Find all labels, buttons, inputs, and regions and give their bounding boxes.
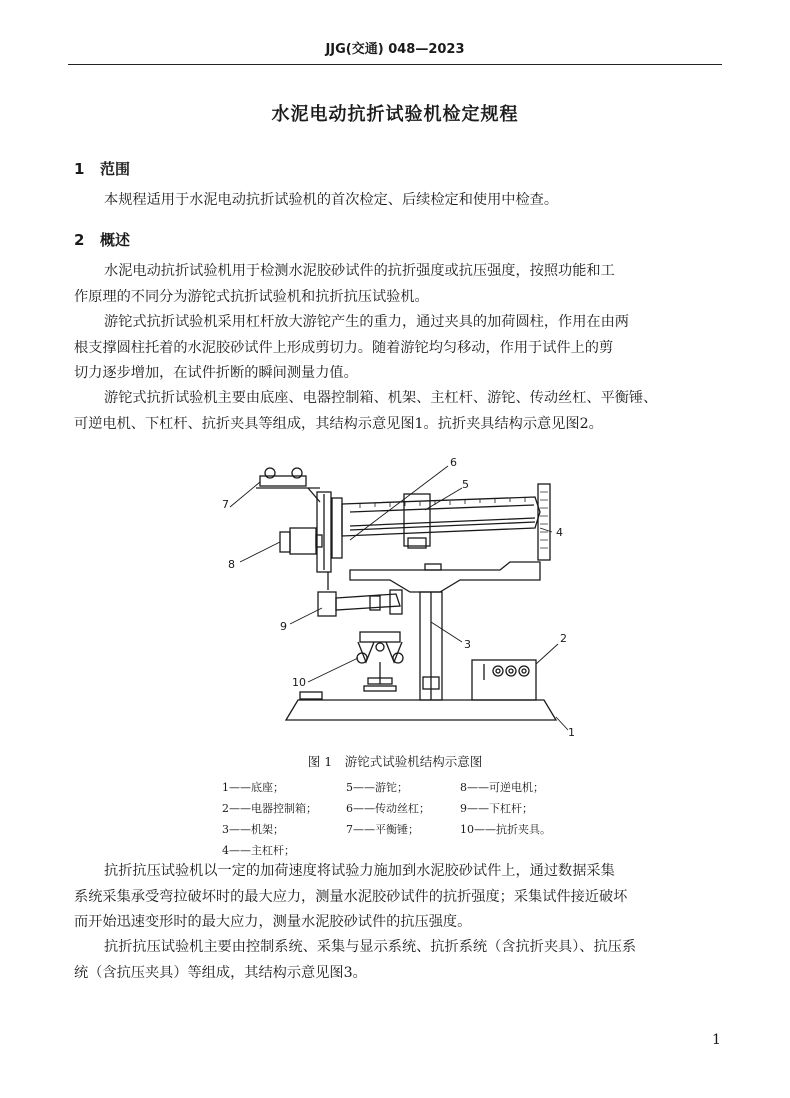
- clamp-shape: [360, 632, 400, 642]
- frame-arm-shape: [350, 562, 540, 592]
- paragraph: [74, 259, 724, 310]
- callout-label: 9: [280, 620, 287, 633]
- text-line: 水泥电动抗折试验机用于检测水泥胶砂试件的抗折强度或抗压强度，按照功能和工: [104, 263, 615, 279]
- text-line: 可逆电机、下杠杆、抗折夹具等组成，其结构示意见图1。抗折夹具结构示意见图2。: [74, 415, 603, 432]
- legend-item: 4——主杠杆；: [222, 844, 295, 857]
- figure-legend: [222, 777, 592, 861]
- text-line: 统（含抗压夹具）等组成，其结构示意见图3。: [74, 964, 367, 981]
- text-line: 系统采集承受弯拉破坏时的最大应力，测量水泥胶砂试件的抗折强度；采集试件接近破坏: [74, 888, 628, 905]
- paragraph: [74, 188, 724, 214]
- motor-shape: [290, 528, 316, 554]
- legend-item: 2——电器控制箱；: [222, 802, 317, 815]
- paragraph: [74, 935, 724, 986]
- section-title: 概述: [100, 231, 131, 249]
- end-scale-shape: [538, 484, 550, 560]
- legend-item: 7——平衡锤；: [346, 823, 419, 836]
- legend-item: 9——下杠杆；: [460, 802, 533, 815]
- text-line: 本规程适用于水泥电动抗折试验机的首次检定、后续检定和使用中检查。: [104, 192, 559, 208]
- callout-label: 3: [464, 638, 471, 651]
- callout-label: 2: [560, 632, 567, 645]
- paragraph: [74, 859, 724, 936]
- page-number: 1: [712, 1032, 721, 1048]
- text-line: 作原理的不同分为游铊式抗折试验机和抗折抗压试验机。: [74, 288, 429, 305]
- base-shape: [286, 700, 556, 720]
- callout-label: 8: [228, 558, 235, 571]
- text-line: 游铊式抗折试验机主要由底座、电器控制箱、机架、主杠杆、游铊、传动丝杠、平衡锤、: [104, 390, 658, 406]
- paragraph: [74, 310, 724, 387]
- text-line: 抗折抗压试验机以一定的加荷速度将试验力施加到水泥胶砂试件上，通过数据采集: [104, 863, 615, 879]
- section-1-heading: [74, 158, 130, 179]
- document-title: 水泥电动抗折试验机检定规程: [271, 104, 519, 125]
- section-2-heading: [74, 229, 130, 250]
- callout-label: 6: [450, 456, 457, 469]
- callout-label: 10: [292, 676, 306, 689]
- main-lever-shape: [342, 497, 540, 536]
- legend-item: 10——抗折夹具。: [460, 823, 551, 836]
- text-line: 而开始迅速变形时的最大应力，测量水泥胶砂试件的抗压强度。: [74, 914, 472, 930]
- callout-label: 5: [462, 478, 469, 491]
- callout-label: 1: [568, 726, 575, 739]
- legend-item: 6——传动丝杠；: [346, 802, 430, 815]
- text-line: 切力逐步增加，在试件折断的瞬间测量力值。: [74, 365, 358, 381]
- text-line: 抗折抗压试验机主要由控制系统、采集与显示系统、抗折系统（含抗折夹具）、抗压系: [104, 939, 637, 955]
- section-number: 2: [74, 231, 85, 249]
- paragraph: [74, 386, 724, 437]
- callout-label: 4: [556, 526, 563, 539]
- header-rule: [68, 64, 722, 65]
- machine-schematic-figure: [200, 452, 600, 747]
- legend-item: 1——底座；: [222, 781, 284, 794]
- section-number: 1: [74, 160, 85, 178]
- legend-item: 5——游铊；: [346, 781, 408, 794]
- section-title: 范围: [100, 160, 131, 178]
- text-line: 游铊式抗折试验机采用杠杆放大游铊产生的重力，通过夹具的加荷圆柱，作用在由两: [104, 314, 629, 330]
- legend-item: 3——机架；: [222, 823, 284, 836]
- callout-label: 7: [222, 498, 229, 511]
- lower-lever-block-shape: [318, 592, 336, 616]
- figure-caption: 图 1 游铊式试验机结构示意图: [307, 754, 483, 769]
- legend-item: 8——可逆电机；: [460, 781, 544, 794]
- document-header-code: JJG(交通) 048—2023: [325, 42, 465, 57]
- text-line: 根支撑圆柱托着的水泥胶砂试件上形成剪切力。随着游铊均匀移动，作用于试件上的剪: [74, 339, 614, 356]
